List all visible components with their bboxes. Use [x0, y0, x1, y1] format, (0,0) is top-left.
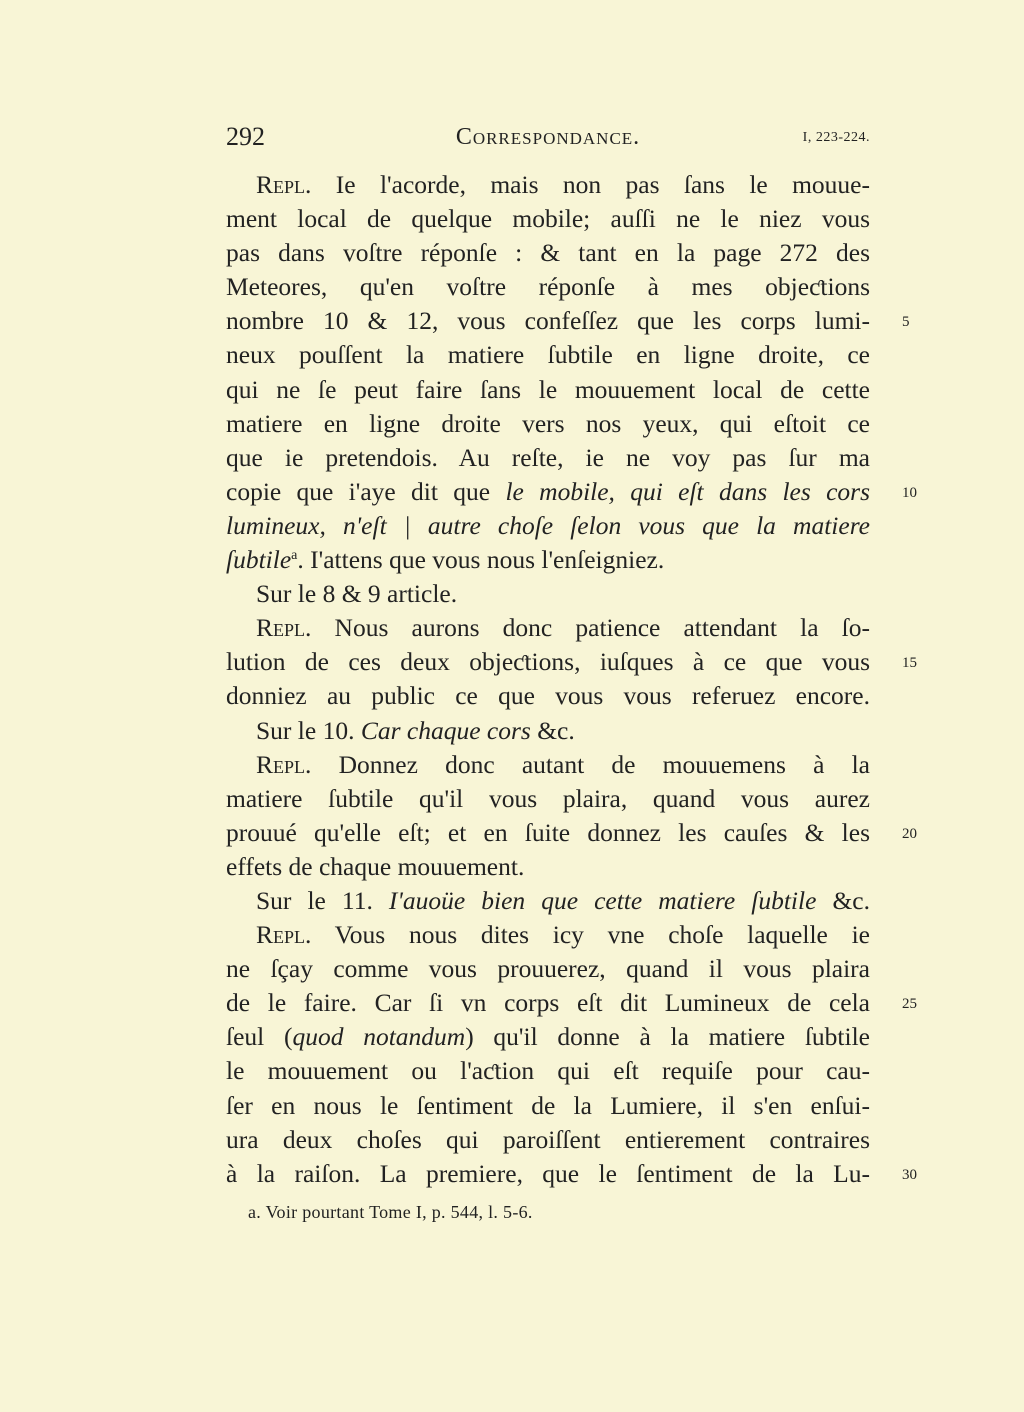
text-segment: que ie pretendois. Au reſte, ie ne voy pas ſur ma — [226, 442, 870, 472]
text-line — [226, 918, 870, 952]
text-segment: ſeul ( — [226, 1022, 293, 1052]
text-segment: le mouuement ou l'aƈtion qui eſt requiſe pour cau- — [226, 1056, 870, 1086]
text-line — [226, 441, 870, 475]
running-title: Correspondance. — [455, 124, 641, 150]
text-segment: de le faire. Car ſi vn corps eſt dit Lumineux de cela — [226, 988, 870, 1018]
text-segment: qui ne ſe peut faire ſans le mouuement local de cette — [226, 374, 870, 404]
text-segment: nombre 10 & 12, vous confeſſez que les corps lumi- — [226, 306, 870, 336]
text-line — [226, 475, 917, 509]
text-line — [226, 645, 917, 679]
text-line — [226, 202, 870, 236]
text-line — [226, 1123, 870, 1157]
line-number: 5 — [902, 314, 910, 331]
text-line — [226, 986, 917, 1020]
page-reference: I, 223-224. — [802, 130, 870, 145]
italic-text: lumineux, n'eſt | autre choſe ſelon vous que la matiere — [226, 510, 870, 540]
text-segment: Ie l'acorde, mais non pas ſans le mouue- — [311, 170, 870, 199]
text-line — [226, 748, 870, 782]
text-segment: prouué qu'elle eſt; et en ſuite donnez les cauſes & les — [226, 817, 870, 847]
text-line — [226, 952, 870, 986]
text-segment: Sur le 8 & 9 article. — [256, 579, 458, 609]
text-line — [226, 304, 910, 338]
text-line — [226, 338, 870, 372]
text-line — [226, 236, 870, 270]
text-line — [226, 850, 870, 884]
text-segment: effets de chaque mouuement. — [226, 851, 525, 881]
text-segment: lution de ces deux objeƈtions, iuſques à ce que vous — [226, 647, 870, 677]
text-segment: à la raiſon. La premiere, que le ſentiment de la Lu- — [226, 1158, 870, 1188]
text-line — [226, 509, 870, 543]
text-segment: ) qu'il donne à la matiere ſubtile — [465, 1022, 870, 1052]
italic-text: quod notandum — [292, 1022, 466, 1052]
text-segment: . I'attens que vous nous l'enſeigniez. — [297, 545, 665, 575]
line-number: 10 — [902, 484, 917, 501]
italic-text: Car chaque cors — [360, 715, 531, 745]
text-line — [226, 543, 870, 577]
line-number: 15 — [902, 655, 917, 672]
text-line — [226, 407, 870, 441]
text-segment: ſer en nous le ſentiment de la Lumiere, il s'en enſui- — [226, 1090, 870, 1120]
line-number: 30 — [902, 1166, 917, 1183]
text-line — [226, 782, 870, 816]
text-line — [226, 884, 870, 918]
footnote-marker: a — [291, 548, 298, 564]
text-segment: Meteores, qu'en voſtre réponſe à mes objeƈtions — [226, 272, 870, 302]
text-line — [226, 714, 870, 748]
reply-label: Repl. — [256, 749, 312, 779]
text-line — [226, 168, 870, 202]
text-segment: ura deux choſes qui paroiſſent entierement contraires — [226, 1124, 870, 1154]
reply-label: Repl. — [256, 613, 312, 643]
text-line — [226, 373, 870, 407]
reply-label: Repl. — [256, 920, 312, 950]
reply-label: Repl. — [256, 170, 312, 199]
text-segment: pas dans voſtre réponſe : & tant en la page 272 des — [226, 238, 870, 268]
text-segment: Sur le 10. — [256, 715, 361, 745]
line-number: 20 — [902, 825, 917, 842]
italic-text: le mobile, qui eſt dans les cors — [505, 476, 871, 506]
text-segment: ment local de quelque mobile; auſſi ne le niez vous — [226, 204, 870, 234]
text-line — [226, 816, 917, 850]
text-segment: Donnez donc autant de mouuemens à la — [311, 749, 870, 779]
text-line — [226, 1020, 870, 1054]
text-line — [226, 611, 870, 645]
text-segment: neux pouſſent la matiere ſubtile en ligne droite, ce — [226, 340, 870, 370]
body-text — [226, 168, 917, 1191]
text-segment: &c. — [816, 885, 870, 915]
text-segment: matiere ſubtile qu'il vous plaira, quand vous aurez — [226, 783, 870, 813]
text-segment: &c. — [530, 715, 575, 745]
text-line — [226, 1157, 917, 1191]
text-line — [226, 679, 870, 713]
text-line — [226, 577, 870, 611]
text-segment: Vous nous dites icy vne choſe laquelle ie — [311, 920, 870, 950]
text-line — [226, 1054, 870, 1088]
text-segment: Nous aurons donc patience attendant la ſo- — [311, 613, 870, 643]
footnote: a. Voir pourtant Tome I, p. 544, l. 5-6. — [248, 1202, 533, 1222]
text-segment: copie que i'aye dit que — [226, 476, 506, 506]
text-line — [226, 1089, 870, 1123]
text-segment: matiere en ligne droite vers nos yeux, qui eſtoit ce — [226, 408, 870, 438]
text-segment: Sur le 11. — [256, 885, 389, 915]
text-segment: ne ſçay comme vous prouuerez, quand il vous plaira — [226, 954, 870, 984]
page-header — [226, 122, 870, 158]
line-number: 25 — [902, 996, 917, 1013]
page-number: 292 — [226, 122, 265, 151]
italic-text: I'auoüe bien que cette matiere ſubtile — [388, 885, 817, 915]
text-line — [226, 270, 870, 304]
text-segment: donniez au public ce que vous vous referuez encore. — [226, 681, 870, 711]
italic-text: ſubtile — [226, 545, 292, 575]
